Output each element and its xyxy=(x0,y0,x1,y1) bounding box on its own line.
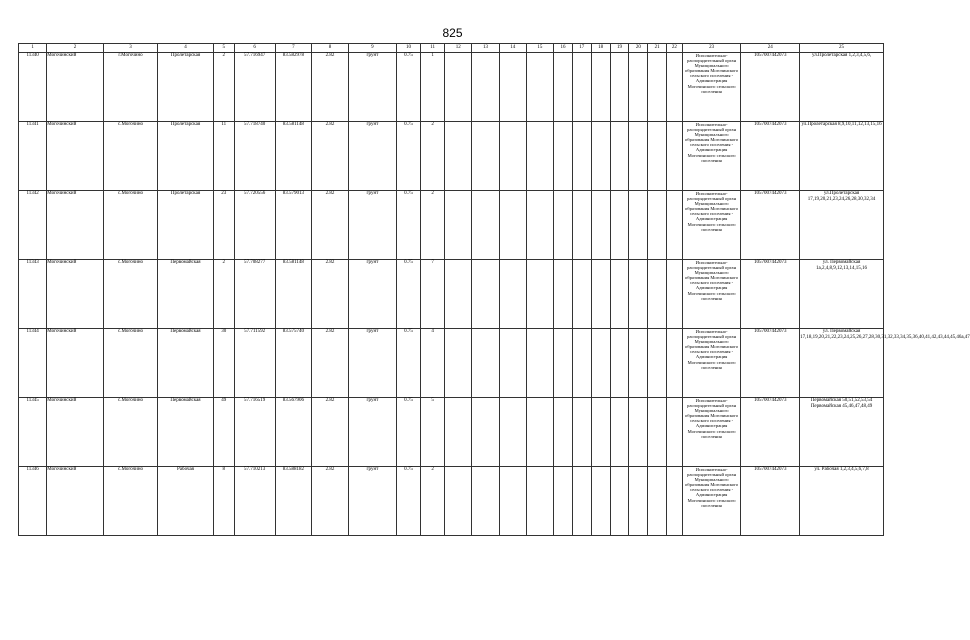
cell-address: ул.Пролетарская 17,19,20,21,23,24,26,28,30,32,34 xyxy=(800,191,884,260)
column-header: 11 xyxy=(421,44,445,53)
table-row xyxy=(19,329,884,398)
column-header: 25 xyxy=(800,44,884,53)
empty-cell xyxy=(591,329,610,398)
cell-district: Могочинский xyxy=(47,329,104,398)
column-header: 18 xyxy=(591,44,610,53)
empty-cell xyxy=(499,122,526,191)
empty-cell xyxy=(591,53,610,122)
cell-street: Пролетарская xyxy=(158,53,214,122)
table-row xyxy=(19,467,884,536)
cell-address: ул. Первомайская 1а,2,4,8,9,12,13,14,15,16 xyxy=(800,260,884,329)
cell-ogrn: 1057007442073 xyxy=(741,260,800,329)
cell-id: 11341 xyxy=(19,122,47,191)
cell-id: 11343 xyxy=(19,260,47,329)
empty-cell xyxy=(554,122,573,191)
column-header: 24 xyxy=(741,44,800,53)
empty-cell xyxy=(472,467,499,536)
column-header: 3 xyxy=(103,44,157,53)
column-header: 12 xyxy=(445,44,472,53)
column-header: 1 xyxy=(19,44,47,53)
empty-cell xyxy=(572,260,591,329)
cell-org: Исполнительно-распорядительный орган Муниципального образования Могочинского сельского поселения - Администрация Могочинского сельского поселения xyxy=(682,122,741,191)
table-row xyxy=(19,398,884,467)
page-number: 825 xyxy=(442,26,463,40)
cell-c12: 5 xyxy=(421,398,445,467)
cell-settlement: с.Могочино xyxy=(103,398,157,467)
empty-cell xyxy=(591,398,610,467)
empty-cell xyxy=(629,398,648,467)
cell-id: 11344 xyxy=(19,329,47,398)
column-header: 23 xyxy=(682,44,741,53)
cell-ogrn: 1057007442073 xyxy=(741,122,800,191)
empty-cell xyxy=(499,329,526,398)
empty-cell xyxy=(667,398,683,467)
cell-address: ул. Рабочая 1,2,3,4,5,6,7,8 xyxy=(800,467,884,536)
table-row xyxy=(19,191,884,260)
empty-cell xyxy=(554,53,573,122)
empty-cell xyxy=(648,191,667,260)
cell-street: Пролетарская xyxy=(158,122,214,191)
empty-cell xyxy=(610,329,629,398)
column-header: 10 xyxy=(396,44,420,53)
cell-lon: 83.581148 xyxy=(275,122,312,191)
cell-settlement: г.Могочино xyxy=(103,53,157,122)
cell-id: 11342 xyxy=(19,191,47,260)
column-header: 6 xyxy=(234,44,275,53)
cell-lon: 83.581148 xyxy=(275,260,312,329)
cell-number: 8 xyxy=(213,467,234,536)
column-header: 4 xyxy=(158,44,214,53)
cell-org: Исполнительно-распорядительный орган Муниципального образования Могочинского сельского поселения - Администрация Могочинского сельского поселения xyxy=(682,398,741,467)
cell-street: Первомайская xyxy=(158,260,214,329)
empty-cell xyxy=(554,191,573,260)
column-header: 9 xyxy=(348,44,396,53)
column-header: 7 xyxy=(275,44,312,53)
cell-settlement: с.Могочино xyxy=(103,260,157,329)
cell-org: Исполнительно-распорядительный орган Муниципального образования Могочинского сельского поселения - Администрация Могочинского сельского поселения xyxy=(682,329,741,398)
cell-street: Пролетарская xyxy=(158,191,214,260)
empty-cell xyxy=(499,53,526,122)
cell-c12: 7 xyxy=(421,260,445,329)
empty-cell xyxy=(629,260,648,329)
cell-lon: 83.588182 xyxy=(275,467,312,536)
cell-district: Могочинский xyxy=(47,467,104,536)
cell-street: Первомайская xyxy=(158,398,214,467)
empty-cell xyxy=(648,122,667,191)
cell-area: 2.82 xyxy=(312,329,349,398)
cell-c11: 0.75 xyxy=(396,122,420,191)
empty-cell xyxy=(667,122,683,191)
column-header: 8 xyxy=(312,44,349,53)
cell-address: Первомайская 50,51,52,53,54 Первомайская 45,46,47,48,49 xyxy=(800,398,884,467)
empty-cell xyxy=(472,260,499,329)
cell-lat: 57.716519 xyxy=(234,398,275,467)
empty-cell xyxy=(526,398,553,467)
empty-cell xyxy=(445,329,472,398)
cell-area: 2.82 xyxy=(312,191,349,260)
empty-cell xyxy=(667,260,683,329)
column-header: 2 xyxy=(47,44,104,53)
cell-c11: 0.75 xyxy=(396,260,420,329)
empty-cell xyxy=(667,191,683,260)
cell-number: 49 xyxy=(213,398,234,467)
cell-lat: 57.710213 xyxy=(234,467,275,536)
empty-cell xyxy=(526,122,553,191)
column-header: 20 xyxy=(629,44,648,53)
cell-surface: грунт xyxy=(348,122,396,191)
cell-c11: 0.75 xyxy=(396,53,420,122)
cell-area: 2.82 xyxy=(312,398,349,467)
empty-cell xyxy=(472,329,499,398)
cell-c12: 4 xyxy=(421,329,445,398)
cell-c12: 2 xyxy=(421,122,445,191)
empty-cell xyxy=(591,467,610,536)
cell-c11: 0.75 xyxy=(396,467,420,536)
cell-address: ул.Пролетарская 1,2,3,4,5,6, xyxy=(800,53,884,122)
cell-address: ул. Первомайская 17,18,19,20,21,22,23,24,25,26,27,28,30,31,32,33,34,35,36,40,41,42,43,44,45,46а,47 xyxy=(800,329,884,398)
cell-number: 30 xyxy=(213,329,234,398)
cell-c12: 1 xyxy=(421,53,445,122)
cell-district: Могочинский xyxy=(47,260,104,329)
cell-area: 2.82 xyxy=(312,53,349,122)
empty-cell xyxy=(648,53,667,122)
empty-cell xyxy=(554,329,573,398)
empty-cell xyxy=(472,398,499,467)
cell-org: Исполнительно-распорядительный орган Муниципального образования Могочинского сельского поселения - Администрация Могочинского сельского поселения xyxy=(682,467,741,536)
column-header: 17 xyxy=(572,44,591,53)
registry-table xyxy=(18,43,970,536)
cell-district: Могочинский xyxy=(47,191,104,260)
cell-settlement: с.Могочино xyxy=(103,122,157,191)
empty-cell xyxy=(591,122,610,191)
empty-cell xyxy=(667,53,683,122)
cell-street: Рабочая xyxy=(158,467,214,536)
table-row xyxy=(19,260,884,329)
cell-ogrn: 1057007442073 xyxy=(741,398,800,467)
empty-cell xyxy=(591,260,610,329)
column-header: 19 xyxy=(610,44,629,53)
column-header: 22 xyxy=(667,44,683,53)
cell-area: 2.82 xyxy=(312,467,349,536)
empty-cell xyxy=(629,467,648,536)
cell-area: 2.82 xyxy=(312,260,349,329)
empty-cell xyxy=(629,53,648,122)
cell-c11: 0.75 xyxy=(396,191,420,260)
cell-settlement: с.Могочино xyxy=(103,467,157,536)
cell-id: 11345 xyxy=(19,398,47,467)
cell-surface: грунт xyxy=(348,53,396,122)
table-row xyxy=(19,53,884,122)
cell-org: Исполнительно-распорядительный орган Муниципального образования Могочинского сельского поселения - Администрация Могочинского сельского поселения xyxy=(682,53,741,122)
empty-cell xyxy=(526,467,553,536)
empty-cell xyxy=(554,260,573,329)
empty-cell xyxy=(591,191,610,260)
cell-lon: 83.567906 xyxy=(275,398,312,467)
column-header: 13 xyxy=(472,44,499,53)
cell-district: Могочинский xyxy=(47,122,104,191)
empty-cell xyxy=(572,53,591,122)
cell-lon: 83.582978 xyxy=(275,53,312,122)
empty-cell xyxy=(610,260,629,329)
cell-number: 2 xyxy=(213,260,234,329)
cell-number: 11 xyxy=(213,122,234,191)
cell-lon: 83.575740 xyxy=(275,329,312,398)
empty-cell xyxy=(667,467,683,536)
cell-surface: грунт xyxy=(348,329,396,398)
cell-district: Могочинский xyxy=(47,53,104,122)
cell-settlement: с.Могочино xyxy=(103,191,157,260)
empty-cell xyxy=(610,467,629,536)
cell-c11: 0.75 xyxy=(396,329,420,398)
cell-ogrn: 1057007442073 xyxy=(741,191,800,260)
empty-cell xyxy=(499,398,526,467)
cell-address: ул.Пролетарская 8,9,10,11,12,13,15,16 xyxy=(800,122,884,191)
empty-cell xyxy=(554,467,573,536)
empty-cell xyxy=(610,53,629,122)
empty-cell xyxy=(445,398,472,467)
empty-cell xyxy=(648,467,667,536)
empty-cell xyxy=(499,260,526,329)
column-header: 14 xyxy=(499,44,526,53)
empty-cell xyxy=(445,191,472,260)
empty-cell xyxy=(472,53,499,122)
empty-cell xyxy=(629,329,648,398)
empty-cell xyxy=(629,191,648,260)
empty-cell xyxy=(629,122,648,191)
column-header: 16 xyxy=(554,44,573,53)
empty-cell xyxy=(648,260,667,329)
cell-lat: 57.720556 xyxy=(234,191,275,260)
column-header: 15 xyxy=(526,44,553,53)
header-row xyxy=(19,44,884,53)
table-row xyxy=(19,122,884,191)
cell-ogrn: 1057007442073 xyxy=(741,329,800,398)
cell-street: Первомайская xyxy=(158,329,214,398)
cell-surface: грунт xyxy=(348,467,396,536)
empty-cell xyxy=(526,260,553,329)
empty-cell xyxy=(499,467,526,536)
cell-district: Могочинский xyxy=(47,398,104,467)
empty-cell xyxy=(610,398,629,467)
empty-cell xyxy=(445,260,472,329)
cell-surface: грунт xyxy=(348,191,396,260)
cell-number: 23 xyxy=(213,191,234,260)
cell-c11: 0.75 xyxy=(396,398,420,467)
empty-cell xyxy=(572,122,591,191)
empty-cell xyxy=(472,122,499,191)
cell-c12: 2 xyxy=(421,467,445,536)
cell-org: Исполнительно-распорядительный орган Муниципального образования Могочинского сельского поселения - Администрация Могочинского сельского поселения xyxy=(682,191,741,260)
empty-cell xyxy=(445,53,472,122)
empty-cell xyxy=(572,329,591,398)
empty-cell xyxy=(472,191,499,260)
empty-cell xyxy=(648,398,667,467)
cell-surface: грунт xyxy=(348,398,396,467)
empty-cell xyxy=(610,122,629,191)
cell-lat: 57.708277 xyxy=(234,260,275,329)
cell-ogrn: 1057007442073 xyxy=(741,53,800,122)
cell-c12: 2 xyxy=(421,191,445,260)
empty-cell xyxy=(610,191,629,260)
column-header: 21 xyxy=(648,44,667,53)
cell-ogrn: 1057007442073 xyxy=(741,467,800,536)
empty-cell xyxy=(499,191,526,260)
cell-id: 11346 xyxy=(19,467,47,536)
empty-cell xyxy=(445,467,472,536)
empty-cell xyxy=(648,329,667,398)
cell-lat: 57.718740 xyxy=(234,122,275,191)
cell-lat: 57.711592 xyxy=(234,329,275,398)
cell-area: 2.82 xyxy=(312,122,349,191)
empty-cell xyxy=(526,329,553,398)
empty-cell xyxy=(572,398,591,467)
cell-id: 11340 xyxy=(19,53,47,122)
empty-cell xyxy=(667,329,683,398)
empty-cell xyxy=(526,191,553,260)
column-header: 5 xyxy=(213,44,234,53)
empty-cell xyxy=(526,53,553,122)
cell-org: Исполнительно-распорядительный орган Муниципального образования Могочинского сельского поселения - Администрация Могочинского сельского поселения xyxy=(682,260,741,329)
empty-cell xyxy=(572,467,591,536)
cell-lon: 83.579013 xyxy=(275,191,312,260)
empty-cell xyxy=(572,191,591,260)
cell-lat: 57.716947 xyxy=(234,53,275,122)
cell-number: 2 xyxy=(213,53,234,122)
empty-cell xyxy=(445,122,472,191)
empty-cell xyxy=(554,398,573,467)
cell-surface: грунт xyxy=(348,260,396,329)
cell-settlement: с.Могочино xyxy=(103,329,157,398)
